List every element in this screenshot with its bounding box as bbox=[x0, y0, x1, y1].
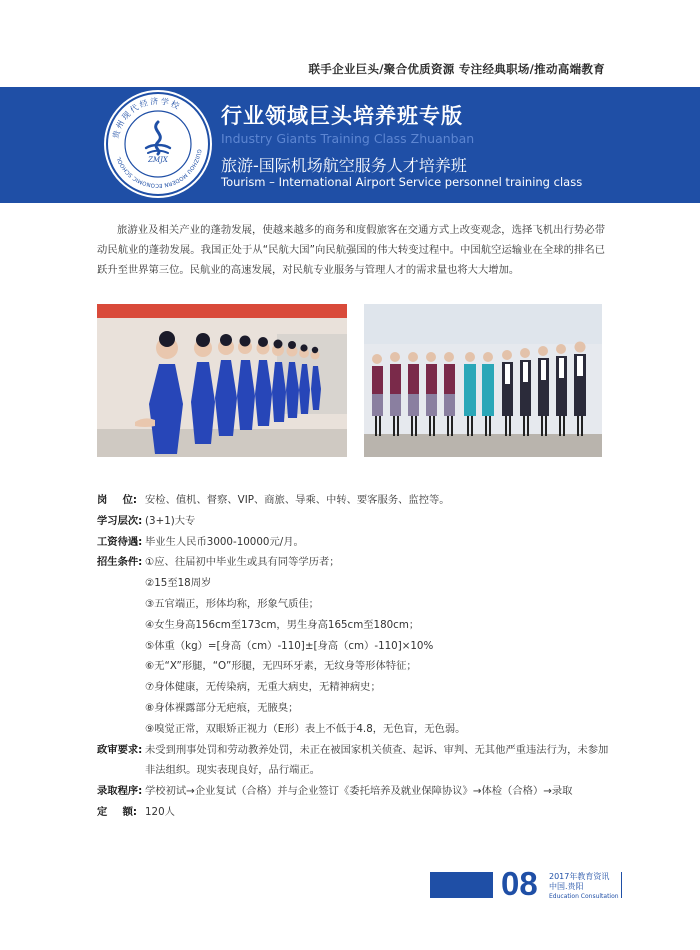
detail-row-position bbox=[97, 490, 617, 511]
photo-flight-attendants-group bbox=[364, 304, 602, 457]
condition-item: ③五官端正，形体均称，形象气质佳； bbox=[145, 597, 319, 610]
detail-value-position: 安检、值机、督察、VIP、商旅、导乘、中转、要客服务、监控等。 bbox=[145, 494, 450, 506]
detail-row-conditions bbox=[97, 552, 617, 739]
detail-label-admission: 录取程序: bbox=[97, 785, 143, 798]
detail-value-level: (3+1)大专 bbox=[145, 514, 196, 527]
school-logo-graphic bbox=[104, 90, 212, 198]
condition-item: ⑤体重（kg）=[身高（cm）-110]±[身高（cm）-110]×10% bbox=[145, 639, 434, 652]
school-logo bbox=[104, 90, 212, 198]
program-details bbox=[97, 490, 617, 823]
footer-line-2: 中国.贵阳 bbox=[549, 882, 584, 891]
condition-item: ⑥无“X”形腿，“O”形腿，无四环牙素，无纹身等形体特征； bbox=[145, 660, 417, 673]
detail-row-quota bbox=[97, 802, 617, 823]
banner-subtitle-en: Tourism – International Airport Service personnel training class bbox=[221, 175, 583, 189]
footer-line-3: Education Consultation bbox=[549, 893, 619, 900]
intro-paragraph: 旅游业及相关产业的蓬勃发展，使越来越多的商务和度假旅客在交通方式上改变观念，选择飞机出行势必带动民航业的蓬勃发展。我国正处于从“民航大国”向民航强国的伟大转变过程中。中国航空运输业在全球的排名已跃升至世界第三位。民航业的高速发展，对民航专业服务与管理人才的需求量也将大大增加。 bbox=[97, 224, 605, 276]
header-slogan: 联手企业巨头/聚合优质资源 专注经典职场/推动高端教育 bbox=[308, 62, 605, 76]
detail-label-position: 岗 位: bbox=[97, 494, 137, 506]
detail-label-conditions: 招生条件: bbox=[97, 556, 143, 569]
detail-row-level bbox=[97, 511, 617, 532]
condition-item: ①应、往届初中毕业生或具有同等学历者； bbox=[145, 556, 340, 569]
title-banner bbox=[0, 87, 700, 203]
conditions-list bbox=[145, 552, 617, 739]
detail-label-salary: 工资待遇: bbox=[97, 535, 143, 548]
detail-value-quota: 120人 bbox=[145, 805, 175, 818]
footer-line-1: 2017年教育资讯 bbox=[549, 872, 610, 881]
condition-item: ⑦身体健康，无传染病，无重大病史，无精神病史； bbox=[145, 681, 381, 694]
banner-title-en: Industry Giants Training Class Zhuanban bbox=[221, 131, 475, 146]
detail-label-level: 学习层次: bbox=[97, 514, 143, 527]
photo-right-illustration bbox=[364, 304, 602, 457]
footer-divider bbox=[621, 872, 622, 898]
condition-item: ⑧身体裸露部分无疤痕，无腋臭； bbox=[145, 701, 299, 714]
detail-label-political: 政审要求: bbox=[97, 743, 143, 756]
detail-value-admission: 学校初试→企业复试（合格）并与企业签订《委托培养及就业保障协议》→体检（合格）→录取 bbox=[145, 785, 573, 798]
page-number: 08 bbox=[501, 865, 538, 902]
condition-item: ⑨嗅觉正常，双眼矫正视力（E形）表上不低于4.8，无色盲，无色弱。 bbox=[145, 722, 466, 735]
photo-left-illustration bbox=[97, 304, 347, 457]
photo-flight-attendants-blue bbox=[97, 304, 347, 457]
condition-item: ②15至18周岁 bbox=[145, 577, 212, 590]
condition-item: ④女生身高156cm至173cm，男生身高165cm至180cm； bbox=[145, 618, 420, 631]
footer-info bbox=[549, 872, 619, 902]
banner-title-cn: 行业领域巨头培养班专版 bbox=[221, 104, 463, 128]
logo-ring-text: 贵州现代经济学校 bbox=[111, 96, 183, 140]
logo-monogram: ZMJX bbox=[148, 156, 168, 164]
detail-row-political bbox=[97, 740, 617, 782]
detail-row-salary bbox=[97, 532, 617, 553]
detail-row-admission bbox=[97, 781, 617, 802]
logo-ring-text-en: GUIZHOU MODERN ECONOMIC SCHOOL bbox=[116, 148, 202, 189]
banner-subtitle-cn: 旅游-国际机场航空服务人才培养班 bbox=[221, 156, 467, 175]
detail-value-salary: 毕业生人民币3000-10000元/月。 bbox=[145, 535, 304, 548]
footer-accent-bar bbox=[430, 872, 493, 898]
detail-value-political: 未受到刑事处罚和劳动教养处罚，未正在被国家机关侦查、起诉、审判、无其他严重违法行为，未参加非法组织。现实表现良好，品行端正。 bbox=[145, 743, 609, 777]
detail-label-quota: 定 额: bbox=[97, 805, 137, 818]
